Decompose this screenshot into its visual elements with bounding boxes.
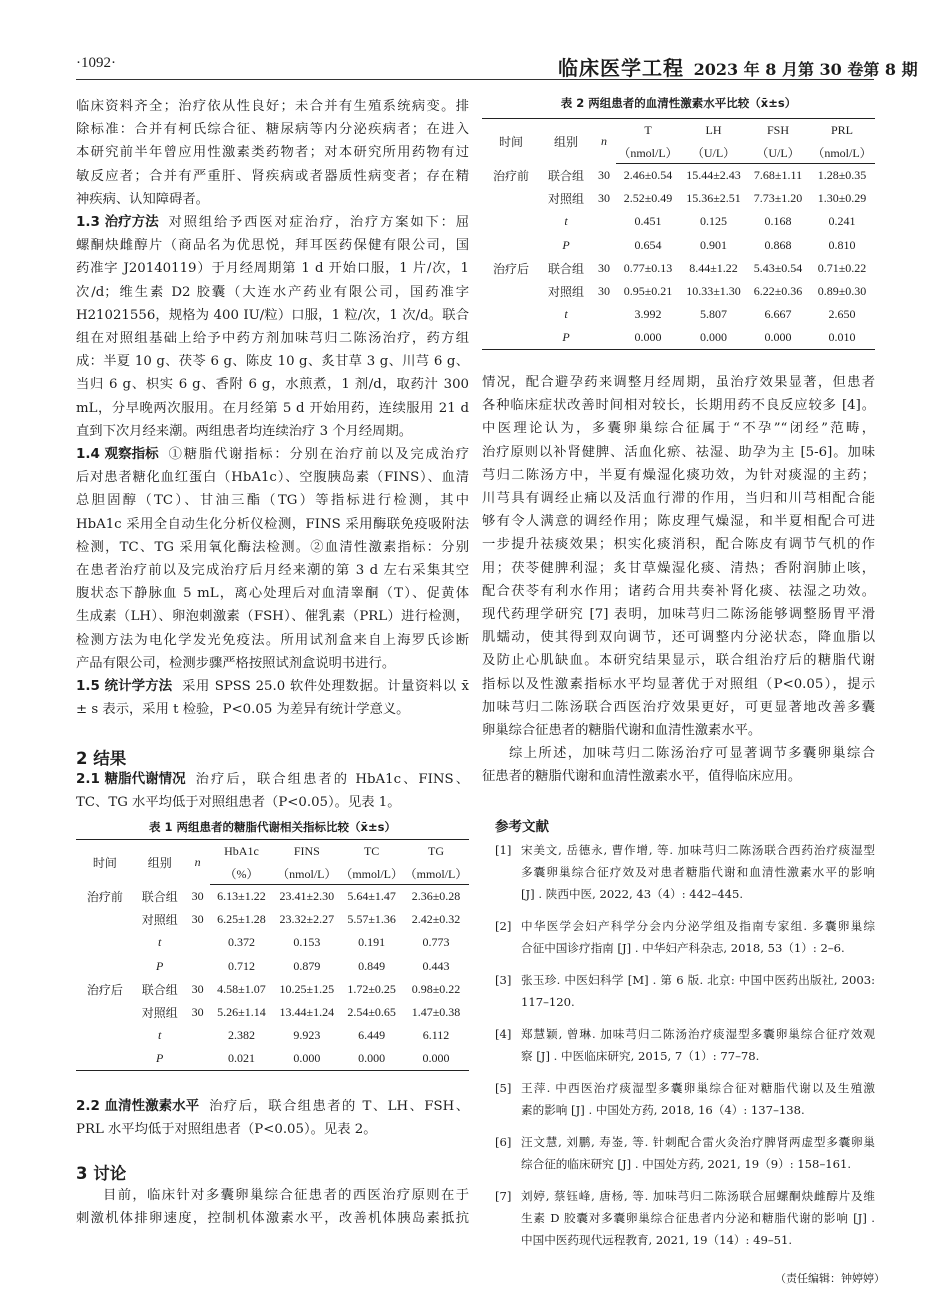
- text-line: 卵巢综合征患者的糖脂代谢和血清性激素水平。: [482, 723, 762, 739]
- text-line: 当归 6 g、枳实 6 g、香附 6 g，水煎煮，1 剂/d，取药汁 300: [76, 377, 469, 393]
- table-cell-value: 10.25±1.25: [279, 981, 335, 996]
- table-cell-value: 7.73±1.20: [753, 190, 803, 205]
- table-cell-n: [592, 210, 616, 233]
- table-cell-value: 0.000: [616, 327, 680, 350]
- table-cell-time: [76, 908, 134, 931]
- table-cell-value: 2.54±0.65: [347, 1005, 396, 1020]
- table-cell-n: 30: [598, 190, 610, 205]
- reference-line: [J] . 陕西中医, 2022, 43（4）: 442–445.: [521, 887, 744, 901]
- text-line: 总胆固醇（TC）、甘油三酯（TG）等指标进行检测，其中: [76, 493, 469, 509]
- table-cell-group: 对照组: [141, 912, 178, 927]
- text-line: [76, 443, 469, 466]
- table-cell-group: 联合组: [141, 889, 178, 904]
- table-row: [76, 885, 469, 908]
- table-cell-n: [186, 954, 210, 977]
- reference-number: [6]: [495, 1135, 512, 1149]
- section-heading: 2.2 血清性激素水平: [76, 1098, 200, 1114]
- reference-line: 117–120.: [521, 995, 575, 1009]
- reference-item: [495, 915, 875, 959]
- table-row: [482, 327, 875, 350]
- table-cell-group: P: [540, 327, 592, 350]
- reference-line: 生素 D 胶囊对多囊卵巢综合征患者内分泌和糖脂代谢的影响 [J] .: [521, 1211, 875, 1225]
- section-heading: 2.1 糖脂代谢情况: [76, 771, 186, 787]
- text-line: mL，分早晚两次服用。在月经第 5 d 开始用药，连续服用 21 d: [76, 400, 469, 416]
- table-cell-value: 0.868: [764, 237, 792, 252]
- reference-line: 王萍. 中西医治疗痰湿型多囊卵巢综合征对糖脂代谢以及生殖激: [521, 1081, 875, 1095]
- text-line: 现代药理学研究 [7] 表明，加味芎归二陈汤能够调整肠胃平滑: [482, 607, 875, 623]
- table-row: [76, 954, 469, 977]
- table-cell-value: 0.712: [227, 958, 255, 973]
- table-cell-time: [76, 954, 134, 977]
- table-cell-group: t: [564, 307, 568, 322]
- table-cell-value: 1.30±0.29: [817, 190, 867, 205]
- text-line: 敏反应者；合并有严重肝、肾疾病或者器质性病变者；存在精: [76, 168, 469, 184]
- reference-number: [7]: [495, 1189, 512, 1203]
- reference-line: 郑慧颖, 曾琳. 加味芎归二陈汤治疗痰湿型多囊卵巢综合征疗效观: [521, 1027, 875, 1041]
- table-cell-n: 30: [191, 911, 204, 926]
- section-heading: 1.3 治疗方法: [76, 214, 159, 231]
- table-cell-value: 0.372: [227, 935, 255, 950]
- table-cell-n: 30: [191, 981, 204, 996]
- table-cell-value: 8.44±1.22: [689, 260, 738, 275]
- text-line: 及防止心肌缺血。本研究结果显示，联合组治疗后的糖脂代谢: [482, 653, 875, 669]
- table-cell-value: 0.773: [422, 935, 450, 950]
- text-line: HbA1c 采用全自动生化分析仪检测，FINS 采用酶联免疫吸附法: [76, 516, 469, 532]
- table-cell-time: [482, 303, 540, 326]
- journal-header: [558, 52, 918, 81]
- text-line: 目前，临床针对多囊卵巢综合征患者的西医治疗原则在于: [103, 1188, 469, 1203]
- table-cell-value: 5.64±1.47: [347, 888, 396, 903]
- intro-paragraph: [76, 95, 469, 211]
- table-cell-value: 4.58±1.07: [217, 981, 266, 996]
- reference-item: [495, 969, 875, 1013]
- text-line: 芎归二陈汤方中，半夏有燥湿化痰功效，为针对痰湿的主药；: [482, 467, 875, 483]
- section-2-1: [76, 768, 469, 814]
- table-row: [76, 1048, 469, 1071]
- text-line: 加味芎归二陈汤联合西医治疗效果更好，可更显著地改善多囊: [482, 699, 875, 715]
- table-row: [76, 1024, 469, 1047]
- text-line: 检测，TC、TG 采用氧化酶法检测。②血清性激素指标：分别: [76, 539, 469, 555]
- table-header-cell: TG: [403, 840, 469, 863]
- page-number: ·1092·: [76, 55, 116, 71]
- table-cell-value: 6.13±1.22: [217, 888, 266, 903]
- table-cell-time: [76, 1001, 134, 1024]
- table-cell-n: 30: [191, 1005, 204, 1020]
- reference-number: [3]: [495, 973, 512, 987]
- text-line: 用；茯苓健脾利湿；炙甘草燥湿化痰、清热；香附润肺止咳，: [482, 560, 875, 576]
- text-line-part: ①糖脂代谢指标：分别在治疗前以及完成治疗: [168, 447, 469, 463]
- table-cell-value: 15.36±2.51: [686, 190, 741, 205]
- text-line: 在患者治疗前以及完成治疗后月经来潮的第 3 d 左右采集其空: [76, 563, 469, 579]
- table-cell-value: 2.36±0.28: [411, 888, 461, 903]
- table-header-cell: T: [616, 119, 680, 142]
- table-1: [76, 839, 469, 1071]
- table-cell-value: 0.191: [358, 935, 386, 950]
- table-cell-value: 0.95±0.21: [623, 284, 673, 299]
- table-header-cell: FSH: [747, 119, 809, 142]
- table-cell-value: 13.44±1.24: [279, 1005, 335, 1020]
- table-cell-group: t: [564, 214, 568, 229]
- table-header-cell: HbA1c: [210, 840, 274, 863]
- table-cell-value: 6.25±1.28: [217, 911, 266, 926]
- table-cell-group: 联合组: [547, 168, 584, 183]
- editor-note: （责任编辑：钟婷婷）: [775, 1272, 885, 1285]
- table-header-cell: PRL: [809, 119, 875, 142]
- table-cell-n: [592, 303, 616, 326]
- text-line: 直到下次月经来潮。两组患者均连续治疗 3 个月经周期。: [76, 423, 413, 439]
- section-1-5: [76, 675, 469, 721]
- header-rule: [76, 79, 874, 80]
- table-cell-value: 5.26±1.14: [217, 1005, 266, 1020]
- reference-item: [495, 1023, 875, 1067]
- table-cell-value: 0.168: [764, 214, 792, 229]
- table-cell-value: 6.112: [422, 1028, 450, 1043]
- table-1-caption: 表 1 两组患者的糖脂代谢相关指标比较（x̄±s）: [149, 820, 396, 834]
- table-cell-value: 10.33±1.30: [686, 284, 741, 299]
- text-line: 神疾病、认知障碍者。: [76, 191, 209, 207]
- section-3-title: 3 讨论: [76, 1164, 127, 1183]
- table-header-cell: n: [592, 119, 616, 164]
- text-line: H21021556，规格为 400 IU/粒）口服，1 粒/次，1 次/d。联合: [76, 307, 469, 323]
- text-line: 刺激机体排卵速度，控制机体激素水平，改善机体胰岛素抵抗: [76, 1211, 469, 1227]
- text-line: 肌蠕动，使其得到双向调节，还可调整内分泌状态，降血脂以: [482, 630, 875, 646]
- table-cell-time: 治疗前: [492, 168, 529, 183]
- table-cell-value: 7.68±1.11: [753, 167, 803, 182]
- table-cell-value: 1.72±0.25: [347, 981, 396, 996]
- reference-line: 汪文慧, 刘鹏, 寿崟, 等. 针刺配合雷火灸治疗脾肾两虚型多囊卵巢: [521, 1135, 875, 1149]
- references-title: 参考文献: [495, 819, 549, 835]
- text-line-part: 采用 SPSS 25.0 软件处理数据。计量资料以 x̄: [182, 679, 469, 695]
- table-row: [76, 1001, 469, 1024]
- table-cell-value: 0.000: [747, 327, 809, 350]
- table-row: [482, 280, 875, 303]
- table-cell-value: 0.98±0.22: [411, 981, 461, 996]
- text-line: 药准字 J20140119）于月经周期第 1 d 开始口服，1 片/次，1: [76, 261, 469, 277]
- text-line-part: 治疗后，联合组患者的 T、LH、FSH、: [209, 1099, 469, 1114]
- text-line: 指标以及性激素指标水平均显著优于对照组（P<0.05），提示: [482, 676, 875, 692]
- table-cell-group: P: [562, 237, 570, 252]
- table-row: [76, 908, 469, 931]
- text-line: 情况，配合避孕药来调整月经周期，虽治疗效果显著，但患者: [482, 375, 875, 390]
- table-row: [482, 164, 875, 187]
- text-line: 中医理论认为，多囊卵巢综合征属于“不孕”“闭经”范畴，: [482, 421, 875, 437]
- text-line: 除标准：合并有柯氏综合征、糖尿病等内分泌疾病者；在进入: [76, 122, 469, 138]
- table-cell-value: 0.153: [293, 935, 321, 950]
- table-cell-value: 5.807: [700, 307, 727, 322]
- table-2-body: [482, 164, 875, 350]
- table-cell-group: 对照组: [141, 1006, 178, 1021]
- table-header-unit: （mmol/L）: [340, 863, 403, 885]
- reference-line: 张玉珍. 中医妇科学 [M] . 第 6 版. 北京: 中国中医药出版社, 2003:: [521, 973, 875, 987]
- table-cell-value: 0.451: [634, 214, 662, 229]
- text-line: 征患者的糖脂代谢和血清性激素水平，值得临床应用。: [482, 769, 802, 785]
- reference-line: 中国中医药现代远程教育, 2021, 19（14）: 49–51.: [521, 1233, 793, 1247]
- text-line: 川芎具有调经止痛以及活血行滞的作用，当归和川芎相配合能: [482, 491, 875, 507]
- text-line: 各种临床症状改善时间相对较长，长期用药不良反应较多 [4]。: [482, 398, 875, 414]
- text-line: 综上所述，加味芎归二陈汤治疗可显著调节多囊卵巢综合: [509, 746, 875, 762]
- table-cell-value: 1.47±0.38: [411, 1005, 461, 1020]
- table-cell-value: 23.41±2.30: [279, 888, 335, 903]
- table-cell-group: t: [158, 935, 162, 950]
- table-cell-value: 3.992: [634, 307, 662, 322]
- table-cell-time: 治疗后: [86, 982, 123, 997]
- section-2-2: [76, 1095, 469, 1141]
- reference-item: [495, 1077, 875, 1121]
- text-line: 腹状态下静脉血 5 mL，离心处理后对血清睾酮（T）、促黄体: [76, 586, 469, 602]
- table-cell-value: 0.77±0.13: [623, 260, 673, 275]
- reference-item: [495, 839, 875, 905]
- table-header-unit: （nmol/L）: [809, 142, 875, 164]
- table-cell-value: 23.32±2.27: [279, 911, 335, 926]
- text-line: 后对患者糖化血红蛋白（HbA1c）、空腹胰岛素（FINS）、血清: [76, 470, 469, 486]
- table-cell-time: [76, 1048, 134, 1071]
- reference-line: 察 [J] . 中医临床研究, 2015, 7（1）: 77–78.: [521, 1049, 760, 1063]
- references-list: [495, 839, 875, 1259]
- table-header-unit: （nmol/L）: [273, 863, 340, 885]
- table-cell-value: 0.000: [680, 327, 747, 350]
- table-cell-value: 15.44±2.43: [686, 167, 741, 182]
- text-line: 配合茯苓有利水作用；诸药合用共奏补肾化痰、祛湿之功效。: [482, 583, 875, 599]
- table-cell-value: 0.010: [809, 327, 875, 350]
- table-cell-value: 0.000: [403, 1048, 469, 1071]
- reference-line: 多囊卵巢综合征疗效及对患者糖脂代谢和血清性激素水平的影响: [521, 865, 875, 879]
- discussion-paragraph: [482, 371, 875, 789]
- text-line-part: 治疗后，联合组患者的 HbA1c、FINS、: [195, 772, 469, 787]
- table-cell-value: 0.654: [634, 237, 662, 252]
- table-cell-time: [482, 280, 540, 303]
- table-cell-n: 30: [598, 260, 610, 275]
- table-row: [76, 931, 469, 954]
- reference-number: [5]: [495, 1081, 512, 1095]
- section-1-3: [76, 211, 469, 443]
- table-cell-n: 30: [598, 167, 610, 182]
- journal-title: 临床医学工程: [558, 56, 684, 80]
- table-cell-time: [76, 1024, 134, 1047]
- reference-number: [4]: [495, 1027, 512, 1041]
- table-header-unit: （U/L）: [747, 142, 809, 164]
- section-2-title: 2 结果: [76, 749, 127, 768]
- table-cell-group: 对照组: [547, 285, 584, 300]
- text-line: 生成素（LH）、卵泡刺激素（FSH）、催乳素（PRL）进行检测，: [76, 609, 469, 625]
- text-line: 临床资料齐全；治疗依从性良好；未合并有生殖系统病变。排: [76, 99, 469, 114]
- section-3-intro: [76, 1184, 469, 1230]
- reference-line: 素的影响 [J] . 中国处方药, 2018, 16（4）: 137–138.: [521, 1103, 805, 1117]
- table-cell-value: 0.241: [828, 214, 856, 229]
- left-column-top: [76, 95, 469, 721]
- table-cell-value: 2.42±0.32: [411, 911, 461, 926]
- table-header-unit: （U/L）: [680, 142, 747, 164]
- table-header-cell: FINS: [273, 840, 340, 863]
- text-line: [76, 675, 469, 698]
- text-line: ± s 表示，采用 t 检验，P<0.05 为差异有统计学意义。: [76, 702, 410, 718]
- reference-line: 合征中国诊疗指南 [J] . 中华妇产科杂志, 2018, 53（1）: 2–6.: [521, 941, 845, 955]
- text-line: TC、TG 水平均低于对照组患者（P<0.05）。见表 1。: [76, 795, 401, 811]
- text-line-part: 对照组给予西医对症治疗，治疗方案如下：屈: [168, 215, 469, 231]
- table-row: [482, 233, 875, 256]
- table-header-unit: （%）: [210, 863, 274, 885]
- reference-number: [2]: [495, 919, 512, 933]
- table-cell-n: [186, 1024, 210, 1047]
- reference-line: 刘婷, 蔡钰峰, 唐杨, 等. 加味芎归二陈汤联合屈螺酮炔雌醇片及维: [521, 1189, 875, 1203]
- text-line: PRL 水平均低于对照组患者（P<0.05）。见表 2。: [76, 1122, 377, 1138]
- table-cell-value: 0.021: [210, 1048, 274, 1071]
- text-line: 产品有限公司，检测步骤严格按照试剂盒说明书进行。: [76, 655, 396, 671]
- table-row: [482, 257, 875, 280]
- table-cell-value: 6.22±0.36: [753, 284, 803, 299]
- table-header-unit: （nmol/L）: [616, 142, 680, 164]
- table-cell-value: 1.28±0.35: [817, 167, 867, 182]
- table-cell-group: P: [134, 1048, 186, 1071]
- journal-issue: 2023 年 8 月第 30 卷第 8 期: [693, 60, 918, 79]
- table-header-cell: n: [186, 840, 210, 885]
- table-header-cell: 时间: [482, 119, 540, 164]
- text-line: 一步提升祛痰效果；枳实化痰消积，配合陈皮有调节气机的作: [482, 537, 875, 553]
- table-cell-value: 0.443: [422, 958, 450, 973]
- table-cell-n: [186, 1048, 210, 1071]
- table-cell-time: 治疗后: [492, 261, 529, 276]
- table-header-cell: TC: [340, 840, 403, 863]
- text-line: [76, 1095, 469, 1118]
- table-cell-group: 联合组: [547, 261, 584, 276]
- text-line: 螺酮炔雌醇片（商品名为优思悦，拜耳医药保健有限公司，国: [76, 238, 469, 254]
- table-cell-value: 6.449: [358, 1028, 386, 1043]
- table-header-cell: 组别: [134, 840, 186, 885]
- table-cell-n: [592, 327, 616, 350]
- table-cell-value: 2.382: [227, 1028, 255, 1043]
- table-cell-n: [592, 233, 616, 256]
- table-cell-value: 0.71±0.22: [817, 260, 867, 275]
- table-cell-value: 5.43±0.54: [753, 260, 803, 275]
- reference-line: 综合征的临床研究 [J] . 中国处方药, 2021, 19（9）: 158–161.: [521, 1157, 852, 1171]
- section-heading: 1.5 统计学方法: [76, 678, 173, 695]
- table-cell-value: 0.89±0.30: [817, 284, 867, 299]
- table-cell-time: [482, 210, 540, 233]
- text-line: 次/d；维生素 D2 胶囊（大连水产药业有限公司，国药准字: [76, 284, 469, 300]
- table-cell-value: 0.901: [700, 237, 727, 252]
- reference-item: [495, 1131, 875, 1175]
- table-cell-value: 6.667: [764, 307, 792, 322]
- table-cell-group: P: [156, 958, 164, 973]
- table-cell-n: 30: [598, 284, 610, 299]
- table-cell-time: [482, 327, 540, 350]
- table-cell-time: [482, 187, 540, 210]
- reference-item: [495, 1185, 875, 1251]
- section-heading: 1.4 观察指标: [76, 446, 159, 463]
- table-cell-time: [76, 931, 134, 954]
- table-header-cell: 组别: [540, 119, 592, 164]
- reference-line: 中华医学会妇产科学分会内分泌学组及指南专家组. 多囊卵巢综: [521, 919, 875, 933]
- text-line: 成：半夏 10 g、茯苓 6 g、陈皮 10 g、炙甘草 3 g、川芎 6 g、: [76, 354, 469, 370]
- text-line: 本研究前半年曾应用性激素类药物者；对本研究所用药物有过: [76, 145, 469, 161]
- table-cell-time: [482, 233, 540, 256]
- table-cell-value: 9.923: [293, 1028, 321, 1043]
- table-1-body: [76, 885, 469, 1071]
- table-row: [482, 187, 875, 210]
- text-line: 组在对照组基础上给予中药方剂加味芎归二陈汤治疗，药方组: [76, 331, 469, 347]
- text-line: 检测方法为电化学发光免疫法。所用试剂盒来自上海罗氏诊断: [76, 632, 469, 648]
- table-cell-time: 治疗前: [86, 889, 123, 904]
- table-row: [482, 210, 875, 233]
- table-row: [482, 303, 875, 326]
- table-cell-value: 2.650: [828, 307, 856, 322]
- table-header-unit: （mmol/L）: [403, 863, 469, 885]
- table-cell-group: t: [158, 1028, 162, 1043]
- table-cell-group: 联合组: [141, 982, 178, 997]
- table-cell-value: 0.000: [273, 1048, 340, 1071]
- table-row: [76, 978, 469, 1001]
- table-cell-n: 30: [191, 888, 204, 903]
- table-cell-value: 0.125: [700, 214, 727, 229]
- table-cell-value: 0.879: [293, 958, 321, 973]
- section-1-4: [76, 443, 469, 675]
- reference-number: [1]: [495, 843, 512, 857]
- table-cell-value: 2.46±0.54: [623, 167, 673, 182]
- table-cell-value: 0.810: [828, 237, 856, 252]
- table-header-cell: 时间: [76, 840, 134, 885]
- table-2-caption: 表 2 两组患者的血清性激素水平比较（x̄±s）: [560, 96, 797, 110]
- text-line: [76, 211, 469, 234]
- table-cell-n: [186, 931, 210, 954]
- table-cell-value: 2.52±0.49: [623, 190, 673, 205]
- table-2: [482, 118, 875, 350]
- table-cell-value: 0.000: [340, 1048, 403, 1071]
- text-line: 够有令人满意的调经作用；陈皮理气燥湿，和半夏相配合可进: [482, 514, 875, 530]
- reference-line: 宋美文, 岳德永, 曹作增, 等. 加味芎归二陈汤联合西药治疗痰湿型: [521, 843, 875, 857]
- text-line: [76, 768, 469, 791]
- table-cell-group: 对照组: [547, 191, 584, 206]
- table-header-cell: LH: [680, 119, 747, 142]
- table-cell-value: 5.57±1.36: [347, 911, 396, 926]
- table-cell-value: 0.849: [358, 958, 386, 973]
- text-line: 治疗原则以补肾健脾、活血化瘀、祛湿、助孕为主 [5-6]。加味: [482, 444, 875, 460]
